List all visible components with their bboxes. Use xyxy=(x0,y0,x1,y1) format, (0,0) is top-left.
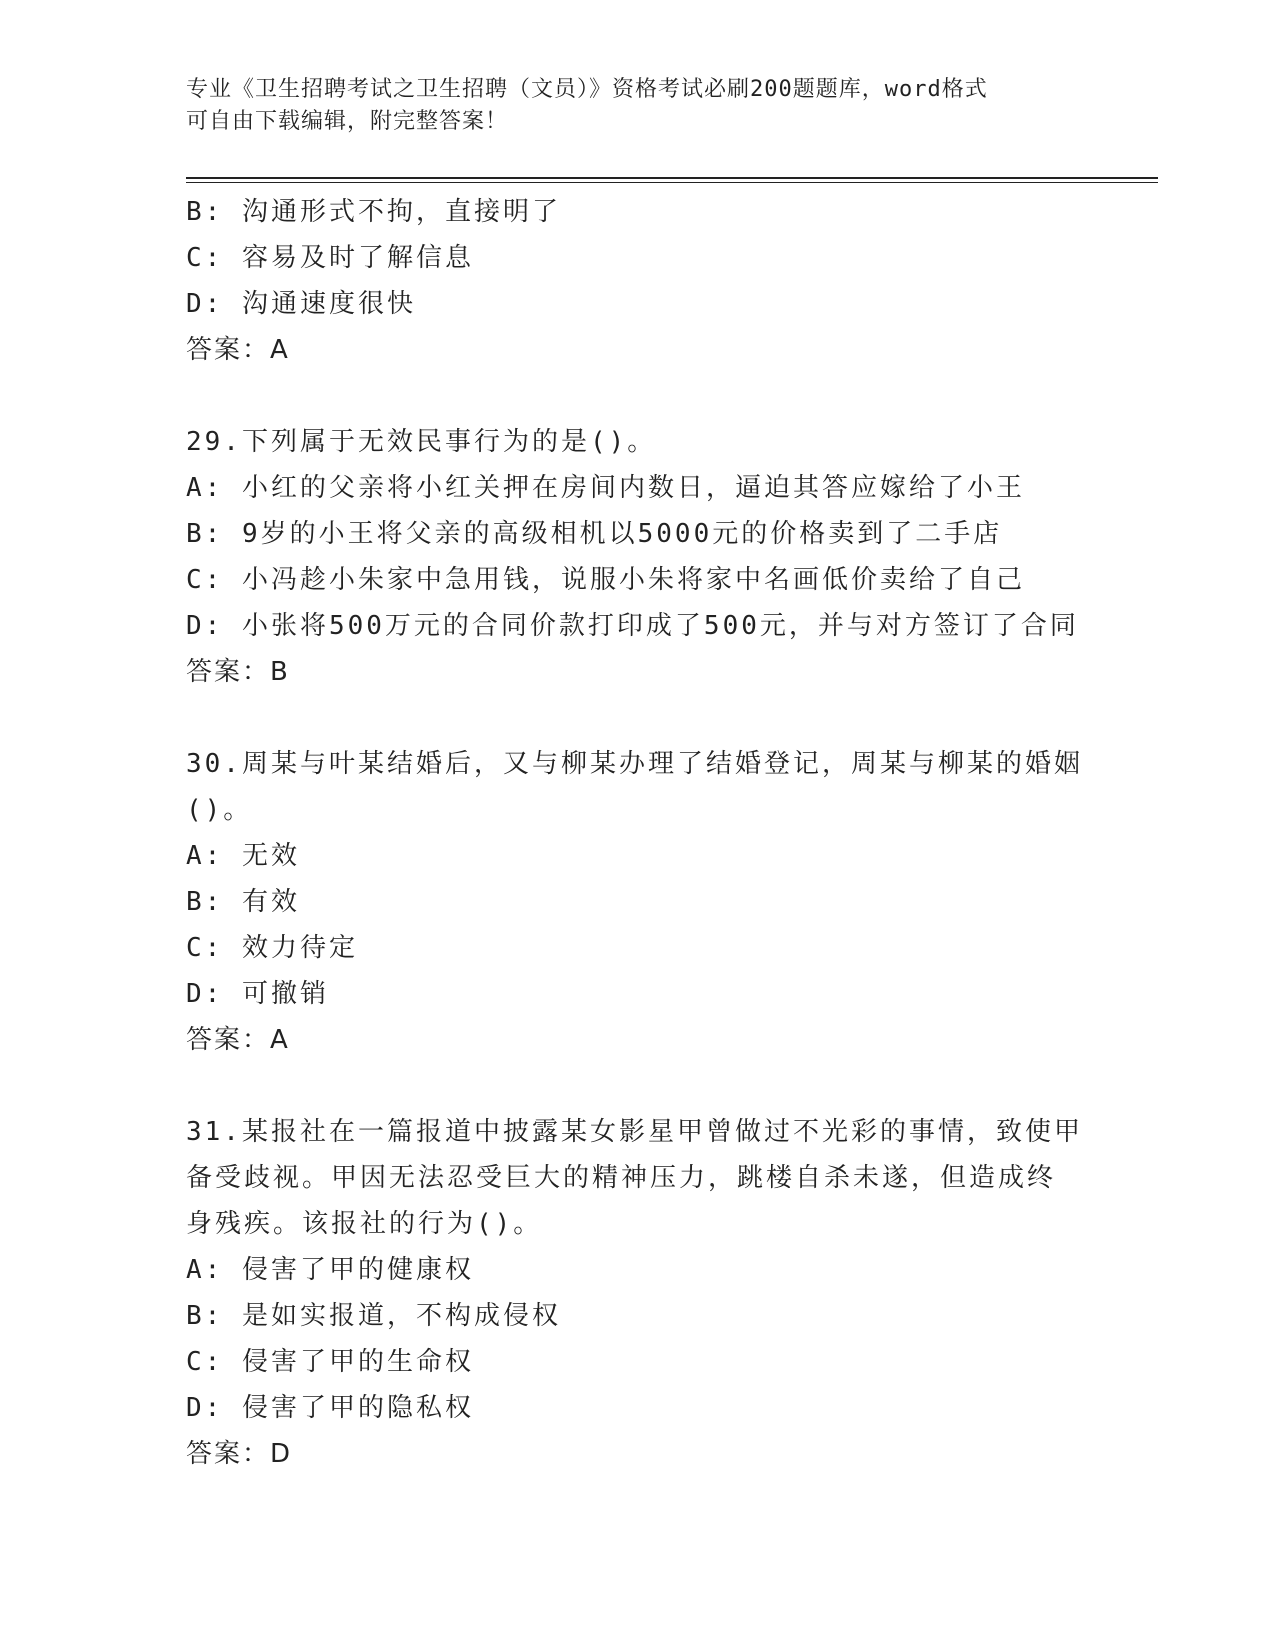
q30-option-c: C: 效力待定 xyxy=(186,933,358,963)
q29-answer: 答案：B xyxy=(186,657,290,687)
question-list xyxy=(186,189,1086,1477)
q31-stem-line-3: 身残疾。该报社的行为()。 xyxy=(186,1209,543,1239)
q31-option-d: D: 侵害了甲的隐私权 xyxy=(186,1393,474,1423)
document-header xyxy=(186,74,1086,138)
q31-stem-line-1: 31.某报社在一篇报道中披露某女影星甲曾做过不光彩的事情，致使甲 xyxy=(186,1117,1083,1147)
q30-stem-line-2: ()。 xyxy=(186,795,253,825)
q30-option-d: D: 可撤销 xyxy=(186,979,329,1009)
q31-stem-line-2: 备受歧视。甲因无法忍受巨大的精神压力，跳楼自杀未遂，但造成终 xyxy=(186,1163,1057,1193)
q28-option-d: D: 沟通速度很快 xyxy=(186,289,416,319)
header-divider-thin xyxy=(186,182,1158,183)
q31-answer: 答案：D xyxy=(186,1439,293,1469)
q30-option-b: B: 有效 xyxy=(186,887,300,917)
q31-option-c: C: 侵害了甲的生命权 xyxy=(186,1347,474,1377)
question-29 xyxy=(186,419,1086,695)
q29-option-d: D: 小张将500万元的合同价款打印成了500元，并与对方签订了合同 xyxy=(186,611,1079,641)
q28-answer: 答案：A xyxy=(186,335,290,365)
question-28-tail xyxy=(186,189,1086,373)
q28-option-b: B: 沟通形式不拘，直接明了 xyxy=(186,197,561,227)
q28-option-c: C: 容易及时了解信息 xyxy=(186,243,474,273)
q29-option-a: A: 小红的父亲将小红关押在房间内数日，逼迫其答应嫁给了小王 xyxy=(186,473,1025,503)
question-31 xyxy=(186,1109,1086,1477)
q29-option-b: B: 9岁的小王将父亲的高级相机以5000元的价格卖到了二手店 xyxy=(186,519,1003,549)
q29-option-c: C: 小冯趁小朱家中急用钱，说服小朱将家中名画低价卖给了自己 xyxy=(186,565,1025,595)
question-30 xyxy=(186,741,1086,1063)
q29-stem: 29.下列属于无效民事行为的是()。 xyxy=(186,427,657,457)
spacer xyxy=(186,1063,1086,1109)
q30-option-a: A: 无效 xyxy=(186,841,300,871)
spacer xyxy=(186,373,1086,419)
header-title-line-1: 专业《卫生招聘考试之卫生招聘（文员）》资格考试必刷200题题库，word格式 xyxy=(186,77,988,102)
spacer xyxy=(186,695,1086,741)
q30-answer: 答案：A xyxy=(186,1025,290,1055)
q31-option-a: A: 侵害了甲的健康权 xyxy=(186,1255,474,1285)
q30-stem-line-1: 30.周某与叶某结婚后，又与柳某办理了结婚登记，周某与柳某的婚姻 xyxy=(186,749,1083,779)
q31-option-b: B: 是如实报道，不构成侵权 xyxy=(186,1301,561,1331)
header-title-line-2: 可自由下载编辑，附完整答案！ xyxy=(186,109,509,134)
header-divider-thick xyxy=(186,177,1158,179)
